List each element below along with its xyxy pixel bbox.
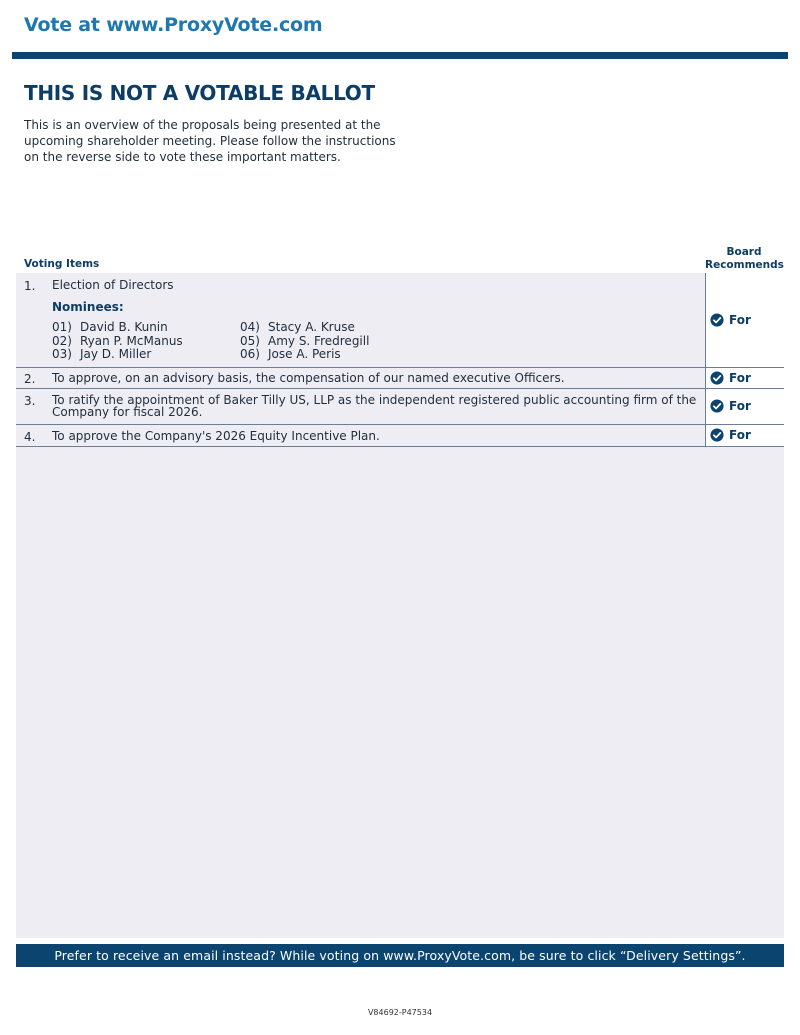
nominee-number: 06): [240, 347, 260, 361]
intro-text: This is an overview of the proposals being presented at the upcoming shareholder meeting. Please follow the instructions on the reverse side to vote these important matters.: [24, 118, 396, 164]
nominees-label: Nominees:: [52, 300, 124, 314]
board-recommends-header: [705, 246, 783, 271]
item-number: 1.: [24, 279, 36, 293]
nominee-name: Jay D. Miller: [80, 347, 152, 361]
board-recommendation-cell: [705, 425, 784, 446]
check-circle-icon: [710, 371, 724, 385]
proxyvote-link[interactable]: Vote at www.ProxyVote.com: [24, 14, 323, 36]
nominee: [240, 321, 369, 335]
item-text: Election of Directors: [52, 278, 174, 292]
board-recommendation-cell: [705, 368, 784, 388]
nominee-number: 04): [240, 320, 260, 334]
nominee-number: 01): [52, 320, 72, 334]
board-header-line2: Recommends: [705, 258, 784, 271]
item-number: 3.: [24, 394, 36, 408]
recommendation-label: For: [729, 313, 751, 327]
nominee-name: Ryan P. McManus: [80, 333, 183, 348]
item-number: 4.: [24, 430, 36, 444]
nominee-name: Stacy A. Kruse: [268, 320, 355, 334]
voting-items-header: Voting Items: [24, 258, 100, 270]
check-circle-icon: [710, 428, 724, 442]
recommendation-label: For: [729, 399, 751, 413]
item-number: 2.: [24, 372, 36, 386]
nominee-number: 02): [52, 333, 72, 348]
board-recommendation-cell: [705, 273, 784, 367]
nominee-name: Jose A. Peris: [268, 347, 341, 361]
nominee: [52, 348, 183, 362]
nominee: [52, 321, 183, 335]
nominee-name: Amy S. Fredregill: [268, 333, 370, 348]
item-text: To approve the Company's 2026 Equity Incentive Plan.: [52, 429, 380, 443]
nominee: [240, 348, 369, 362]
recommendation-label: For: [729, 371, 751, 385]
recommendation-label: For: [729, 428, 751, 442]
board-recommendation: [710, 313, 751, 327]
check-circle-icon: [710, 313, 724, 327]
nominees-col-left: [52, 321, 183, 362]
item-text: To approve, on an advisory basis, the compensation of our named executive Officers.: [52, 371, 565, 385]
voting-item-2: [16, 368, 784, 389]
nominee-number: 03): [52, 347, 72, 361]
voting-item-3: [16, 389, 784, 425]
nominee: [52, 335, 183, 349]
item-text: To ratify the appointment of Baker Tilly US, LLP as the independent registered public accounting firm of the Company for fiscal 2026.: [52, 393, 697, 419]
job-code: V84692-P47534: [367, 1008, 433, 1017]
board-recommendation-cell: [705, 389, 784, 424]
board-recommendation: [710, 399, 751, 413]
board-recommendation: [710, 428, 751, 442]
nominee-name: David B. Kunin: [80, 320, 168, 334]
top-rule: [12, 52, 788, 59]
nominee-number: 05): [240, 333, 260, 348]
check-circle-icon: [710, 399, 724, 413]
board-recommendation: [710, 371, 751, 385]
voting-item-4: [16, 425, 784, 447]
nominees-col-right: [240, 321, 369, 362]
delivery-settings-banner: Prefer to receive an email instead? While voting on www.ProxyVote.com, be sure to click “Delivery Settings”.: [16, 944, 784, 967]
page-title: THIS IS NOT A VOTABLE BALLOT: [24, 81, 375, 105]
voting-item-1: [16, 273, 784, 368]
board-header-line1: Board: [726, 246, 762, 258]
nominee: [240, 335, 369, 349]
